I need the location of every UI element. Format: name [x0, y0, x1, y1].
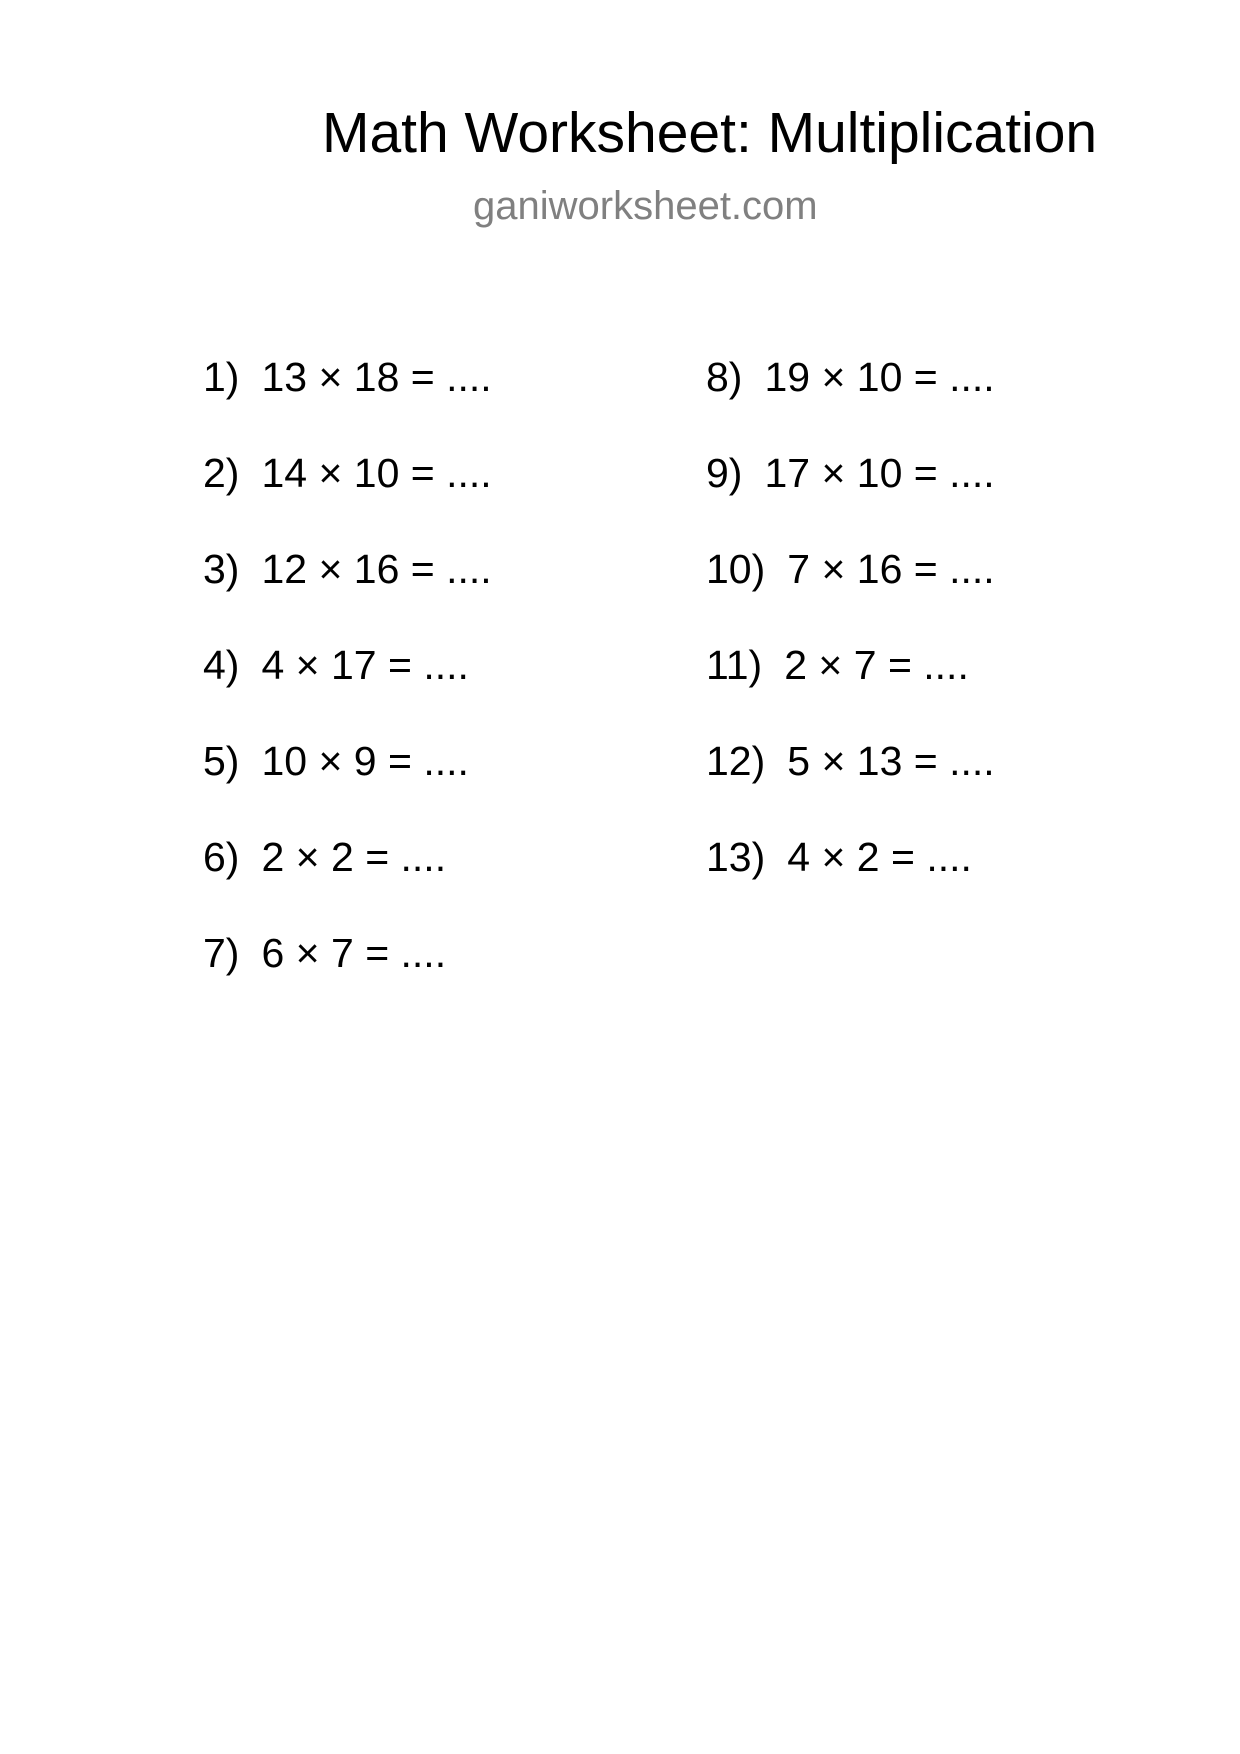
problem-item: [706, 736, 995, 832]
website-subtitle: ganiworksheet.com: [473, 184, 818, 228]
problem-item: [203, 544, 492, 640]
problem-item: [706, 448, 995, 544]
problem-item: [706, 832, 995, 928]
problem-expression: 13 × 18 = ....: [261, 354, 492, 400]
worksheet-title: Math Worksheet: Multiplication: [322, 101, 1098, 165]
problem-item: [203, 640, 492, 736]
problem-number: 6): [203, 834, 240, 880]
problem-item: [203, 736, 492, 832]
problem-number: 8): [706, 354, 743, 400]
problem-number: 13): [706, 834, 766, 880]
problem-expression: 12 × 16 = ....: [261, 546, 492, 592]
problem-number: 5): [203, 738, 240, 784]
problem-expression: 17 × 10 = ....: [764, 450, 995, 496]
problem-expression: 10 × 9 = ....: [261, 738, 469, 784]
problem-number: 12): [706, 738, 766, 784]
problem-expression: 4 × 17 = ....: [261, 642, 469, 688]
problem-number: 3): [203, 546, 240, 592]
problem-expression: 19 × 10 = ....: [764, 354, 995, 400]
problem-expression: 14 × 10 = ....: [261, 450, 492, 496]
problem-number: 7): [203, 930, 240, 976]
problem-item: [203, 832, 492, 928]
problem-expression: 2 × 7 = ....: [784, 642, 969, 688]
problem-expression: 6 × 7 = ....: [261, 930, 447, 976]
problem-expression: 5 × 13 = ....: [787, 738, 995, 784]
problem-expression: 4 × 2 = ....: [787, 834, 972, 880]
problems-column-right: [706, 352, 995, 928]
problem-expression: 2 × 2 = ....: [261, 834, 447, 880]
problem-number: 9): [706, 450, 743, 496]
problems-column-left: [203, 352, 492, 1024]
problem-number: 4): [203, 642, 240, 688]
problem-number: 10): [706, 546, 766, 592]
problem-item: [203, 928, 492, 1024]
problem-item: [706, 544, 995, 640]
problem-number: 1): [203, 354, 240, 400]
problem-item: [706, 352, 995, 448]
problem-item: [203, 448, 492, 544]
problem-number: 2): [203, 450, 240, 496]
problem-item: [706, 640, 995, 736]
problem-expression: 7 × 16 = ....: [787, 546, 995, 592]
problem-number: 11): [706, 642, 763, 688]
problem-item: [203, 352, 492, 448]
